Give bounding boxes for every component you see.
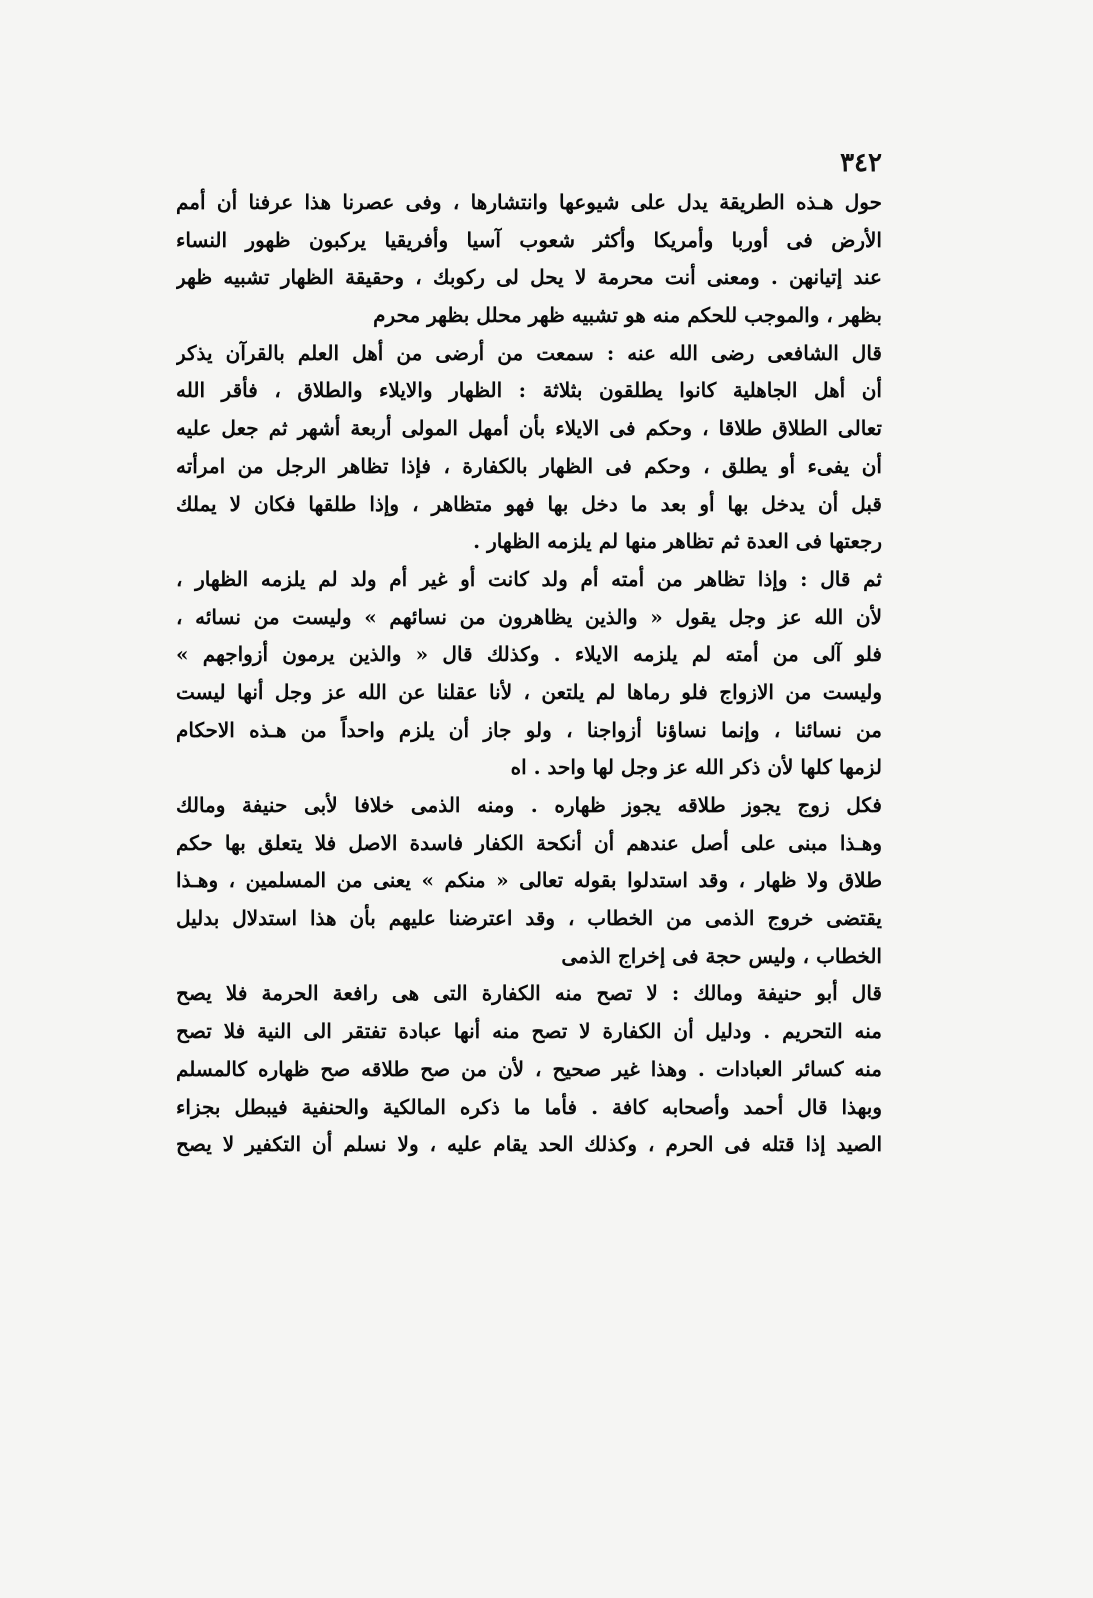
text-line: أن يفىء أو يطلق ، وحكم فى الظهار بالكفارة ، فإذا تظاهر الرجل من امرأته [176, 453, 882, 478]
text-line: لأن الله عز وجل يقول « والذين يظاهرون من نسائهم » وليست من نسائه ، [176, 604, 882, 629]
text-line: وليست من الازواج فلو رماها لم يلتعن ، لأنا عقلنا عن الله عز وجل أنها ليست [176, 679, 882, 704]
text-line: لزمها كلها لأن ذكر الله عز وجل لها واحد . اه [510, 755, 882, 780]
text-line: من نسائنا ، وإنما نساؤنا أزواجنا ، ولو جاز أن يلزم واحداً من هـذه الاحكام [176, 717, 882, 742]
text-line: أن أهل الجاهلية كانوا يطلقون بثلاثة : الظهار والايلاء والطلاق ، فأقر الله [176, 378, 882, 403]
text-line: الأرض فى أوربا وأمريكا وأكثر شعوب آسيا وأفريقيا يركبون ظهور النساء [176, 227, 882, 252]
text-line: بظهر ، والموجب للحكم منه هو تشبيه ظهر محلل بظهر محرم [373, 303, 882, 328]
text-line: وهـذا مبنى على أصل عندهم أن أنكحة الكفار فاسدة الاصل فلا يتعلق بها حكم [176, 830, 882, 855]
text-line: الخطاب ، وليس حجة فى إخراج الذمى [561, 943, 882, 968]
text-line: قال الشافعى رضى الله عنه : سمعت من أرضى من أهل العلم بالقرآن يذكر [176, 340, 882, 365]
text-line: الصيد إذا قتله فى الحرم ، وكذلك الحد يقام عليه ، ولا نسلم أن التكفير لا يصح [176, 1132, 882, 1157]
text-line: حول هـذه الطريقة يدل على شيوعها وانتشارها ، وفى عصرنا هذا عرفنا أن أمم [176, 190, 882, 214]
text-line: قبل أن يدخل بها أو بعد ما دخل بها فهو متظاهر ، وإذا طلقها فكان لا يملك [176, 491, 882, 516]
text-line: فلو آلى من أمته لم يلزمه الايلاء . وكذلك قال « والذين يرمون أزواجهم » [176, 642, 882, 667]
body-text [176, 184, 882, 1164]
text-line: ثم قال : وإذا تظاهر من أمته أم ولد كانت أو غير أم ولد لم يلزمه الظهار ، [176, 566, 882, 591]
text-line: رجعتها فى العدة ثم تظاهر منها لم يلزمه الظهار . [473, 529, 882, 554]
text-line: تعالى الطلاق طلاقا ، وحكم فى الايلاء بأن أمهل المولى أربعة أشهر ثم جعل عليه [176, 416, 882, 441]
text-line: فكل زوج يجوز طلاقه يجوز ظهاره . ومنه الذمى خلافا لأبى حنيفة ومالك [176, 793, 882, 817]
text-line: قال أبو حنيفة ومالك : لا تصح منه الكفارة التى هى رافعة الحرمة فلا يصح [176, 981, 882, 1006]
text-line: عند إتيانهن . ومعنى أنت محرمة لا يحل لى ركوبك ، وحقيقة الظهار تشبيه ظهر [176, 265, 882, 290]
text-line: منه كسائر العبادات . وهذا غير صحيح ، لأن من صح طلاقه صح ظهاره كالمسلم [176, 1056, 882, 1081]
text-line: منه التحريم . ودليل أن الكفارة لا تصح منه أنها عبادة تفتقر الى النية فلا تصح [176, 1019, 882, 1044]
text-line: وبهذا قال أحمد وأصحابه كافة . فأما ما ذكره المالكية والحنفية فيبطل بجزاء [176, 1094, 882, 1119]
text-line: طلاق ولا ظهار ، وقد استدلوا بقوله تعالى « منكم » يعنى من المسلمين ، وهـذا [176, 868, 882, 893]
text-line: يقتضى خروج الذمى من الخطاب ، وقد اعترضنا عليهم بأن هذا استدلال بدليل [176, 906, 882, 931]
page-number: ٣٤٢ [840, 148, 882, 178]
